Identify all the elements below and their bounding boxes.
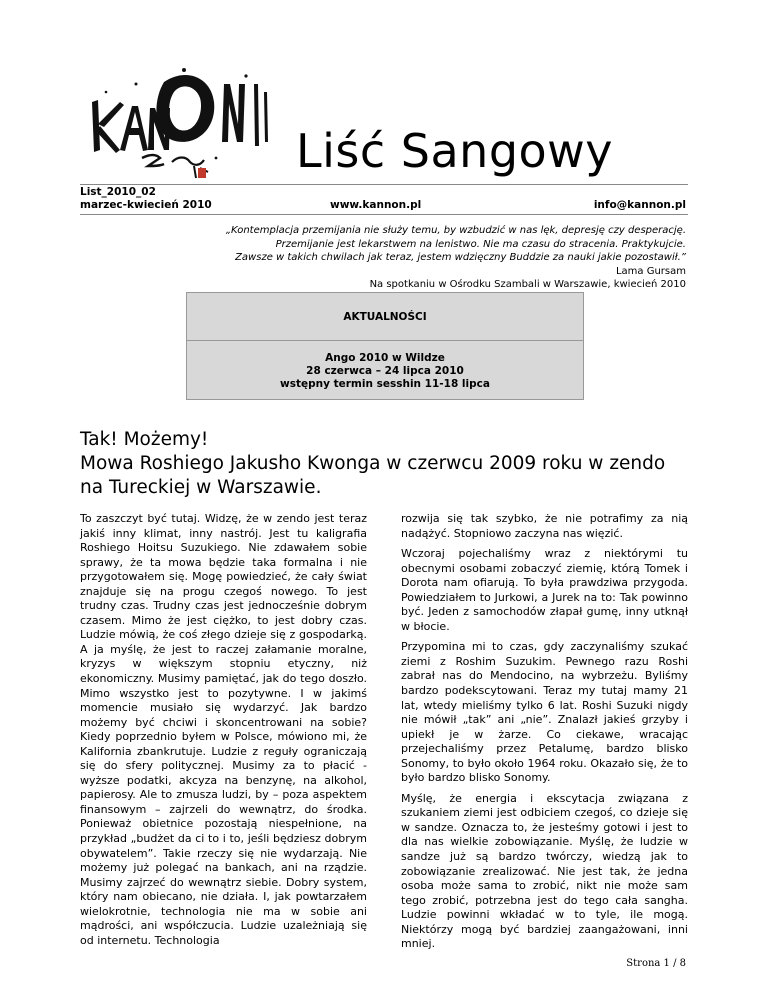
article-paragraph: Przypomina mi to czas, gdy zaczynaliśmy szukać ziemi z Roshim Suzukim. Pewnego razu Roshi zabrał nas do Mendocino, na wybrzeżu. Byliśmy bardzo podekscytowani. Teraz my tutaj mamy 21 lat, wtedy mieliśmy tylko 6 lat. Roshi Suzuki nigdy nie mówił „tak” ani „nie”. Znalazł jakieś grzyby i upiekł je w żarze. Co ciekawe, wracając przejechaliśmy przez Petalumę, bardzo blisko Sonomy, to było około 1964 roku. Okazało się, że to było bardzo blisko Sonomy. xyxy=(401,640,688,785)
news-content-box xyxy=(186,340,584,400)
article-paragraph: rozwija się tak szybko, że nie potrafimy za nią nadążyć. Stopniowo zaczyna nas więzić. xyxy=(401,512,688,540)
email-link[interactable]: info@kannon.pl xyxy=(593,199,686,211)
news-heading: AKTUALNOŚCI xyxy=(343,311,427,323)
article-paragraph: To zaszczyt być tutaj. Widzę, że w zendo jest teraz jakiś inny klimat, inny nastrój. Jest tu kaligrafia Roshiego Hoitsu Suzukiego. Nie zdawałem sobie sprawy, że ta mowa będzie taka formalna i nie przygotowałem się. Mogę powiedzieć, że cały świat znajduje się na progu czegoś nowego. To jest trudny czas. Trudny czas jest jednocześnie dobrym czasem. Mimo że jest ciężko, to jest dobry czas. Ludzie mówią, że coś złego dzieje się z gospodarką. A ja myślę, że jest to raczej załamanie moralne, kryzys w większym stopniu etyczny, niż ekonomiczny. Musimy pamiętać, jak do tego doszło. Mimo wszystko jest to pozytywne. I w jakimś momencie musiało się wydarzyć. Jak bardzo możemy być chciwi i skoncentrowani na sobie? Kiedy poprzednio byłem w Polsce, mówiono mi, że Kalifornia zbankrutuje. Ludzie z reguły ograniczają się do sfery politycznej. Musimy za to płacić - wyższe podatki, akcyza na benzynę, na alkohol, papierosy. Ale to zmusza ludzi, by – poza aspektem finansowym – zajrzeli do wewnątrz, do środka. Ponieważ obietnice pozostają niespełnione, na przykład „budżet da ci to i to, jeśli będziesz dobrym obywatelem”. Takie rzeczy się nie wydarzają. Nie możemy już polegać na bankach, ani na rządzie. Musimy zajrzeć do wewnątrz siebie. Dobry system, który nam obiecano, nie działa. I, jak powtarzałem wielokrotnie, technologia nie ma w sobie ani mądrości, ani współczucia. Ludzie uzależniają się od internetu. Technologia xyxy=(80,512,367,947)
issue-period: marzec-kwiecień 2010 xyxy=(80,199,212,211)
news-heading-box xyxy=(186,292,584,342)
header-divider-top xyxy=(80,184,688,185)
issue-number: List_2010_02 xyxy=(80,186,156,198)
article-column-left xyxy=(80,512,367,948)
quote-author: Lama Gursam xyxy=(615,265,686,277)
article-paragraph: Wczoraj pojechaliśmy wraz z niektórymi tu obecnymi osobami zobaczyć ziemię, którą Tomek i Dorota nam ofiarują. To była prawdziwa przygoda. Powiedziałem to Jurkowi, a Jurek na to: Tak powinno być. Jeden z samochodów złapał gumę, inny utknął w błocie. xyxy=(401,547,688,633)
article-headline: Tak! Możemy! xyxy=(80,429,209,450)
quote-line: Zawsze w takich chwilach jak teraz, jestem wdzięczny Buddzie za nauki jakie pozostawił.” xyxy=(235,252,686,264)
news-sesshin-dates: wstępny termin sesshin 11-18 lipca xyxy=(280,378,490,390)
kannon-logo xyxy=(76,62,290,180)
header-divider-bottom xyxy=(80,214,688,215)
newsletter-title: Liść Sangowy xyxy=(296,124,614,178)
issue-info xyxy=(80,186,212,212)
quote-source: Na spotkaniu w Ośrodku Szambali w Warszawie, kwiecień 2010 xyxy=(369,279,686,291)
news-event-dates: 28 czerwca – 24 lipca 2010 xyxy=(306,365,464,377)
quote-line: Przemijanie jest lekarstwem na lenistwo. Nie ma czasu do stracenia. Praktykujcie. xyxy=(275,238,686,250)
page-number: Strona 1 / 8 xyxy=(626,958,686,969)
quote-line: „Kontemplacja przemijania nie służy temu, by wzbudzić w nas lęk, depresję czy desperację. xyxy=(225,225,686,236)
epigraph-quote xyxy=(126,224,686,292)
article-paragraph: Myślę, że energia i ekscytacja związana z szukaniem ziemi jest odbiciem czegoś, co dzieje się w sandze. Oznacza to, że jesteśmy gotowi i jest to dla nas wielkie zobowiązanie. Myślę, że ludzie w sandze już są bardzo twórczy, wiedzą jak to zobowiązanie zrealizować. Nie jest tak, że jedna osoba może sama to zrobić, nikt nie może sam tego zrobić, potrzebna jest do tego cała sangha. Ludzie powinni wkładać w to tyle, ile mogą. Niektórzy mogą być bardziej zaangażowani, inni mniej. xyxy=(401,791,688,951)
article-column-right xyxy=(401,512,688,958)
article-title xyxy=(80,428,688,500)
website-link[interactable]: www.kannon.pl xyxy=(330,199,422,211)
news-event-title: Ango 2010 w Wildze xyxy=(325,352,445,364)
article-subheadline: Mowa Roshiego Jakusho Kwonga w czerwcu 2009 roku w zendo na Tureckiej w Warszawie. xyxy=(80,453,666,498)
